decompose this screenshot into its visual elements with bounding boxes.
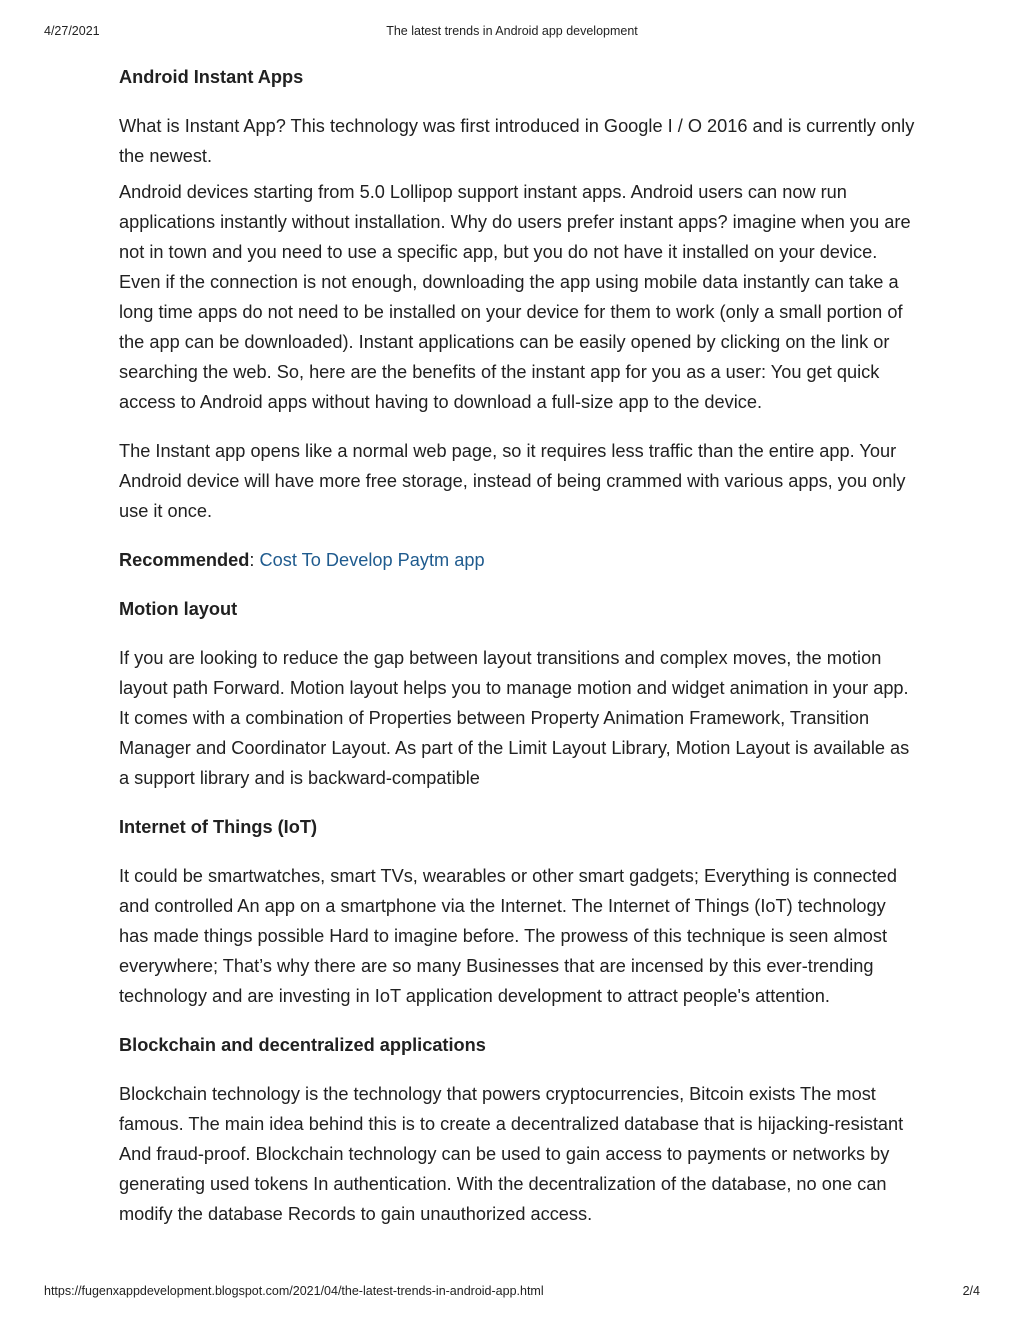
heading-motion-layout: Motion layout [119,599,238,619]
paragraph: It could be smartwatches, smart TVs, wearables or other smart gadgets; Everything is connected and controlled An app on a smartphone via the Internet. The Internet of Things (IoT) technology has made things possible Hard to imagine before. The prowess of this technique is seen almost everywhere; That’s why there are so many Businesses that are incensed by this ever-trending technology and are investing in IoT application development to attract people's attention. [119,866,898,1006]
recommended-label: Recommended [119,550,250,570]
paragraph: If you are looking to reduce the gap between layout transitions and complex moves, the motion layout path Forward. Motion layout helps you to manage motion and widget animation in your app. It comes with a combination of Properties between Property Animation Framework, Transition Manager and Coordinator Layout. As part of the Limit Layout Library, Motion Layout is available as a support library and is backward-compatible [119,648,910,788]
heading-blockchain: Blockchain and decentralized applications [119,1035,486,1055]
article-body [119,62,919,1276]
recommended-line [119,545,919,575]
heading-iot: Internet of Things (IoT) [119,817,318,837]
page-number: 2/4 [962,1284,980,1298]
recommended-separator: : [249,550,260,570]
print-url: https://fugenxappdevelopment.blogspot.com/2021/04/the-latest-trends-in-android-app.html [44,1284,544,1298]
print-header [44,24,980,40]
paragraph: Blockchain technology is the technology that powers cryptocurrencies, Bitcoin exists The most famous. The main idea behind this is to create a decentralized database that is hijacking-resistant And fraud-proof. Blockchain technology can be used to gain access to payments or networks by generating used tokens In authentication. With the decentralization of the database, no one can modify the database Records to gain unauthorized access. [119,1084,904,1224]
heading-instant-apps: Android Instant Apps [119,67,304,87]
paragraph: What is Instant App? This technology was first introduced in Google I / O 2016 and is currently only the newest. [119,116,915,166]
paragraph: The Instant app opens like a normal web page, so it requires less traffic than the entire app. Your Android device will have more free storage, instead of being crammed with various apps, you only use it once. [119,441,906,521]
print-title: The latest trends in Android app development [386,24,638,38]
print-date: 4/27/2021 [44,24,100,38]
paragraph: Android devices starting from 5.0 Lollipop support instant apps. Android users can now run applications instantly without installation. Why do users prefer instant apps? imagine when you are not in town and you need to use a specific app, but you do not have it installed on your device. Even if the connection is not enough, downloading the app using mobile data instantly can take a long time apps do not need to be installed on your device for them to work (only a small portion of the app can be downloaded). Instant applications can be easily opened by clicking on the link or searching the web. So, here are the benefits of the instant app for you as a user: You get quick access to Android apps without having to download a full-size app to the device. [119,182,911,412]
print-footer [44,1284,980,1300]
recommended-link[interactable]: Cost To Develop Paytm app [259,550,485,570]
